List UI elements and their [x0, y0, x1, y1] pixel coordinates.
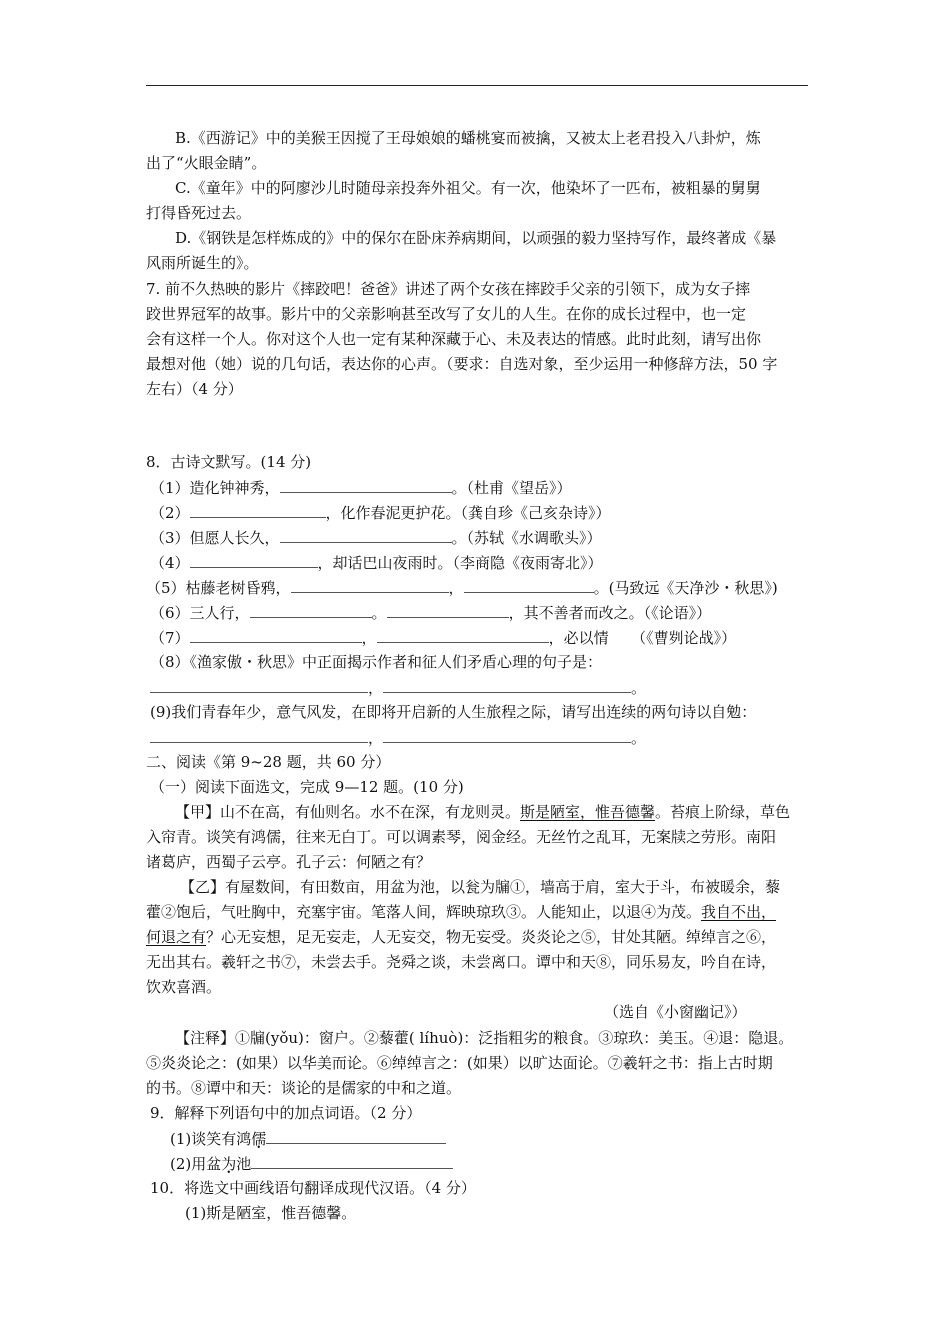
q6-option-b-cont: 出了“火眼金睛”。	[146, 154, 267, 172]
answer-blank[interactable]	[150, 678, 368, 693]
q8-item-8: （8）《渔家傲・秋思》中正面揭示作者和征人们矛盾心理的句子是：	[150, 653, 603, 671]
notes-line-1: 【注释】①牖(yǒu)：窗户。②藜藿( líhuò)：泛指粗劣的粮食。③琼玖：美玉。④退：隐退。	[175, 1029, 794, 1047]
answer-blank[interactable]	[377, 628, 549, 643]
passage-yi-line-5: 饮欢喜酒。	[146, 978, 222, 996]
passage-yi-line-4: 无出其右。羲轩之书⑦，未尝去手。尧舜之谈，未尝离口。谭中和天⑧，同乐易友，吟自在诗，	[146, 953, 777, 971]
passage-yi-line-3: 何退之有？心无妄想，足无妄走，人无妄交，物无妄受。炎炎论之⑤，甘处其陋。绰绰言之⑥，	[146, 928, 777, 946]
notes-line-2: ⑤炎炎论之：(如果）以华美而论。⑥绰绰言之：(如果）以旷达面论。⑦羲轩之书：指上古时期	[146, 1054, 773, 1072]
answer-blank[interactable]	[251, 1154, 453, 1169]
q7-line-3: 会有这样一个人。你对这个人也一定有某种深藏于心、未及表达的情感。此时此刻，请写出你	[146, 330, 762, 348]
q8-item-2: （2） ，化作春泥更护花。（龚自珍《己亥杂诗》）	[150, 504, 611, 522]
q8-item-5: （5）枯藤老树昏鸦， ， 。(马致远《天净沙・秋思》)	[146, 579, 778, 597]
q10-title: 10．将选文中画线语句翻译成现代汉语。（4 分）	[150, 1179, 476, 1197]
answer-blank[interactable]	[190, 503, 326, 518]
passage-jia-line-3: 诸葛庐，西蜀子云亭。孔子云：何陋之有？	[146, 853, 432, 871]
answer-blank[interactable]	[383, 678, 631, 693]
answer-blank[interactable]	[387, 603, 509, 618]
passage-yi-line-2: 藿②饱后，气吐胸中，充塞宇宙。笔落人间，辉映琼玖③。人能知止，以退④为茂。我自不出，	[146, 903, 777, 921]
q7-line-4: 最想对他（她）说的几句话，表达你的心声。（要求：自选对象，至少运用一种修辞方法，50 字	[146, 355, 778, 373]
q8-item-6: （6）三人行， 。 ，其不善者而改之。（《论语》）	[150, 604, 712, 622]
answer-blank[interactable]	[250, 603, 372, 618]
q6-option-c-cont: 打得昏死过去。	[146, 204, 252, 222]
q8-item-3: （3）但愿人长久， 。（苏轼《水调歌头》）	[150, 529, 602, 547]
passage-jia-line-2: 入帘青。谈笑有鸿儒，往来无白丁。可以调素琴，阅金经。无丝竹之乱耳，无案牍之劳形。南阳	[146, 828, 777, 846]
q6-option-c: C.《童年》中的阿廖沙儿时随母亲投奔外祖父。有一次，他染坏了一匹布，被粗暴的舅舅	[175, 179, 761, 197]
q10-item-1: (1)斯是陋室，惟吾德馨。	[185, 1204, 357, 1222]
answer-blank[interactable]	[280, 528, 452, 543]
answer-blank[interactable]	[280, 478, 452, 493]
answer-blank[interactable]	[266, 1129, 446, 1144]
header-rule	[146, 85, 808, 86]
q9-item-1: (1)谈笑有鸿儒	[170, 1129, 446, 1148]
notes-line-3: 的书。⑧谭中和天：谈论的是儒家的中和之道。	[146, 1079, 462, 1097]
q7-line-1: 7. 前不久热映的影片《摔跤吧！爸爸》讲述了两个女孩在摔跤手父亲的引领下，成为女子摔	[146, 280, 751, 298]
q8-item-7: （7） ， ，必以情 （《曹刿论战》）	[150, 629, 737, 647]
q8-title: 8．古诗文默写。(14 分)	[146, 453, 312, 471]
q8-item-9-blanks: ， 。	[150, 728, 646, 747]
answer-blank[interactable]	[190, 628, 362, 643]
q8-item-1: （1）造化钟神秀， 。（杜甫《望岳》）	[150, 479, 572, 497]
answer-blank[interactable]	[464, 578, 594, 593]
answer-blank[interactable]	[150, 728, 368, 743]
passage-jia-line-1: 【甲】山不在高，有仙则名。水不在深，有龙则灵。斯是陋室，惟吾德馨。苔痕上阶绿，草色	[175, 803, 791, 821]
q8-item-4: （4） ，却话巴山夜雨时。（李商隐《夜雨寄北》）	[150, 554, 603, 572]
q6-option-b: B.《西游记》中的美猴王因搅了王母娘娘的蟠桃宴而被擒，又被太上老君投入八卦炉，炼	[175, 129, 761, 147]
q6-option-d: D.《钢铁是怎样炼成的》中的保尔在卧床养病期间，以顽强的毅力坚持写作，最终著成《暴	[175, 229, 777, 247]
passage-yi-line-1: 【乙】有屋数间，有田数亩，用盆为池，以瓮为牖①，墙高于肩，室大于斗，布被暖余，藜	[180, 878, 781, 896]
q7-line-5: 左右）（4 分）	[146, 380, 243, 398]
q9-title: 9．解释下列语句中的加点词语。（2 分）	[150, 1104, 422, 1122]
passage-source: （选自《小窗幽记》）	[604, 1003, 747, 1021]
section-reading-title: 二、阅读《第 9~28 题，共 60 分）	[146, 753, 391, 771]
reading-part-1: （一）阅读下面选文，完成 9—12 题。(10 分)	[150, 778, 464, 796]
answer-blank[interactable]	[291, 578, 449, 593]
answer-blank[interactable]	[190, 553, 318, 568]
q8-item-9: (9)我们青春年少，意气风发，在即将开启新的人生旅程之际，请写出连续的两句诗以自勉：	[150, 703, 757, 721]
q9-item-2: (2)用盆为池	[170, 1154, 453, 1173]
q7-line-2: 跤世界冠军的故事。影片中的父亲影响甚至改写了女儿的人生。在你的成长过程中，也一定	[146, 305, 747, 323]
answer-blank[interactable]	[383, 728, 631, 743]
q6-option-d-cont: 风雨所诞生的》。	[146, 254, 259, 272]
q8-item-8-blanks: ， 。	[150, 678, 646, 697]
